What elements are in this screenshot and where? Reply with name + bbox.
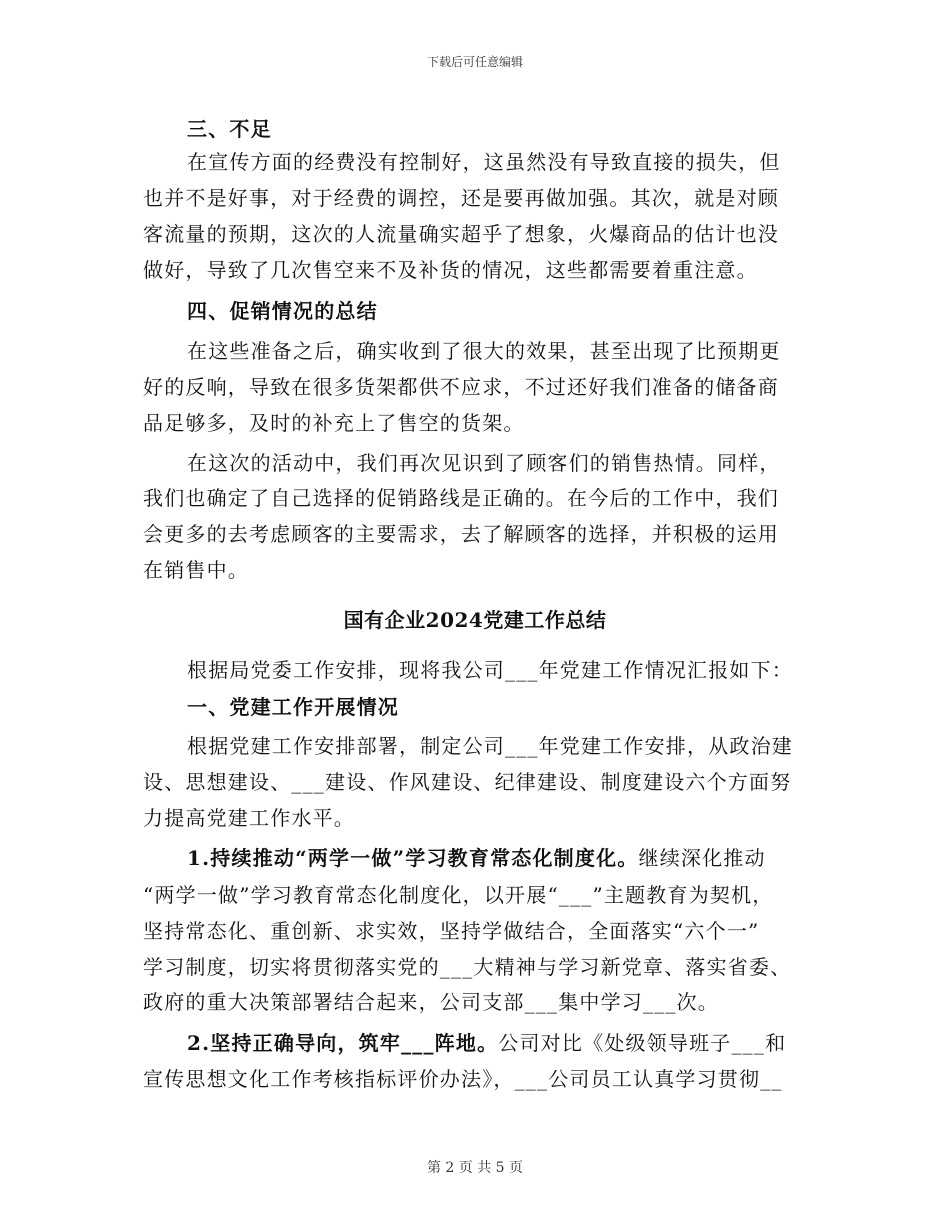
paragraph-line: 在宣传方面的经费没有控制好，这虽然没有导致直接的损失，但 xyxy=(187,150,781,174)
paragraph-line: 也并不是好事，对于经费的调控，还是要再做加强。其次，就是对顾 xyxy=(143,186,779,210)
section-heading-shortcomings: 三、不足 xyxy=(187,117,272,141)
intro-line: 根据局党委工作安排，现将我公司___年党建工作情况汇报如下： xyxy=(187,658,793,682)
section-heading-promotion-summary: 四、促销情况的总结 xyxy=(187,299,378,323)
section-heading-party-work: 一、党建工作开展情况 xyxy=(187,695,399,719)
page-footer: 第 2 页 共 5 页 xyxy=(426,1160,524,1176)
paragraph-line: 做好，导致了几次售空来不及补货的情况，这些都需要着重注意。 xyxy=(143,258,758,282)
paragraph-line: 在这些准备之后，确实收到了很大的效果，甚至出现了比预期更 xyxy=(187,339,781,363)
paragraph-line: 会更多的去考虑顾客的主要需求，去了解顾客的选择，并积极的运用 xyxy=(143,522,779,546)
paragraph-line: 我们也确定了自己选择的促销路线是正确的。在今后的工作中，我们 xyxy=(143,486,779,510)
paragraph-line: “两学一做”学习教育常态化制度化，以开展“___”主题教育为契机， xyxy=(143,883,774,907)
paragraph-line: 政府的重大决策部署结合起来，公司支部___集中学习___次。 xyxy=(143,990,719,1014)
paragraph-line: 学习制度，切实将贯彻落实党的___大精神与学习新党章、落实省委、 xyxy=(143,955,792,979)
paragraph-line: 设、思想建设、___建设、作风建设、纪律建设、制度建设六个方面努 xyxy=(143,770,792,794)
page-header: 下载后可任意编辑 xyxy=(426,55,523,69)
paragraph-line: 根据党建工作安排部署，制定公司___年党建工作安排，从政治建 xyxy=(187,734,793,758)
paragraph-line: 在销售中。 xyxy=(143,558,249,582)
paragraph-line: 坚持常态化、重创新、求实效，坚持学做结合，全面落实“六个一” xyxy=(143,919,760,943)
numbered-item-1 xyxy=(187,845,766,871)
paragraph-line: 宣传思想文化工作考核指标评价办法》，___公司员工认真学习贯彻__ xyxy=(143,1067,783,1091)
document-title: 国有企业2024党建工作总结 xyxy=(343,608,607,632)
numbered-item-2 xyxy=(187,1030,786,1056)
paragraph-line: 品足够多，及时的补充上了售空的货架。 xyxy=(143,411,525,435)
paragraph-line: 力提高党建工作水平。 xyxy=(143,806,355,830)
item-2-bold-lead: 2.坚持正确导向，筑牢___阵地。 xyxy=(187,1031,499,1055)
paragraph-line: 好的反响，导致在很多货架都供不应求，不过还好我们准备的储备商 xyxy=(143,375,779,399)
item-1-rest: 继续深化推动 xyxy=(638,846,766,870)
item-1-bold-lead: 1.持续推动“两学一做”学习教育常态化制度化。 xyxy=(187,846,639,870)
item-2-rest: 公司对比《处级领导班子___和 xyxy=(498,1031,787,1055)
paragraph-line: 在这次的活动中，我们再次见识到了顾客们的销售热情。同样， xyxy=(187,451,781,475)
paragraph-line: 客流量的预期，这次的人流量确实超乎了想象，火爆商品的估计也没 xyxy=(143,222,779,246)
